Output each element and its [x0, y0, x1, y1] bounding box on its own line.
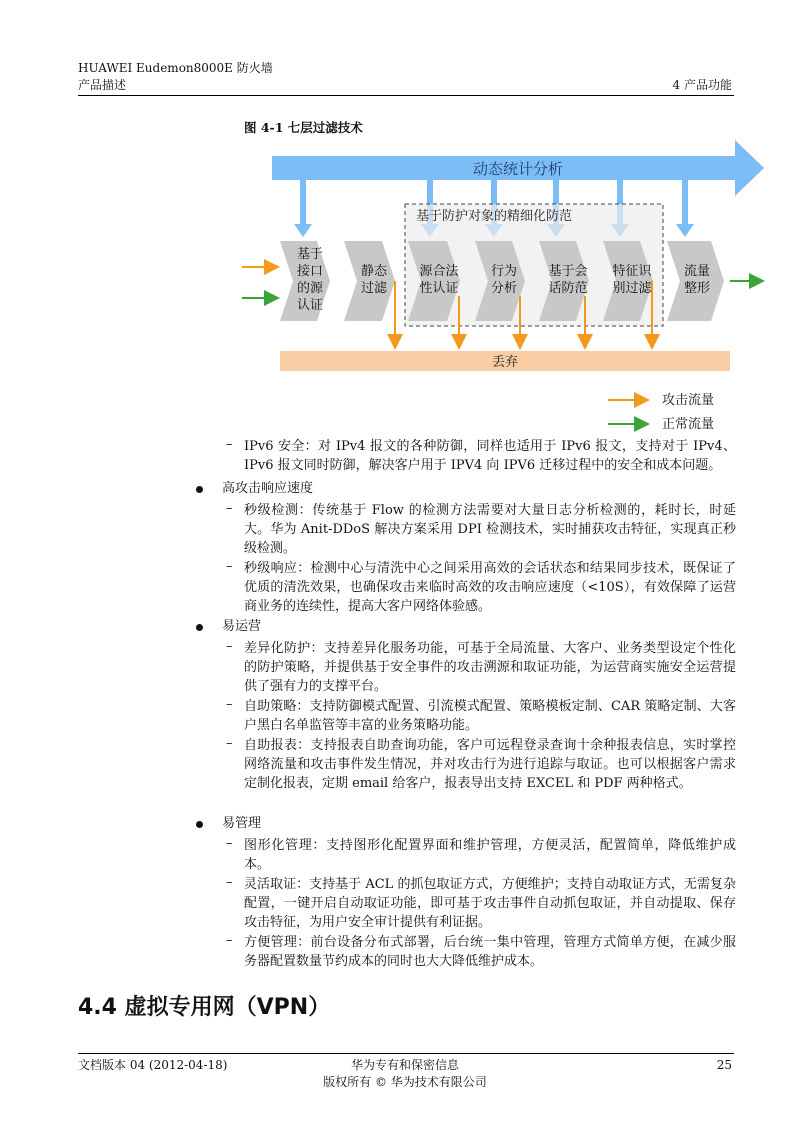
stage-1-line-3: 的源 — [296, 281, 324, 296]
item-graphical-management: 图形化管理：支持图形化配置界面和维护管理，方便灵活，配置简单，降低维护成本。 — [244, 838, 736, 872]
stage-5-line-2: 话防范 — [548, 281, 588, 296]
footer-copyright: 版权所有 © 华为技术有限公司 — [323, 1075, 487, 1089]
dash-marker: – — [226, 501, 233, 516]
item-differentiated-defense: 差异化防护：支持差异化服务功能，可基于全局流量、大客户、业务类型设定个性化的防护策略，并提供基于安全事件的攻击溯源和取证功能，为运营商实施安全运营提供了强有力的支撑平台。 — [244, 641, 736, 694]
item-flexible-evidence: 灵活取证：支持基于 ACL 的抓包取证方式，方便维护；支持自动取证方式，无需复杂配置，一键开启自动取证功能，即可基于攻击事件自动抓包取证，并自动提取、保存攻击特征，为用户安全审计提供有利证据。 — [244, 877, 736, 930]
dash-marker: – — [226, 933, 233, 948]
stage-4-line-2: 分析 — [490, 281, 518, 296]
group-title-management: 易管理 — [222, 816, 262, 831]
stage-2-line-1: 静态 — [360, 264, 388, 279]
item-second-response: 秒级响应：检测中心与清洗中心之间采用高效的会话状态和结果同步技术，既保证了优质的清洗效果，也确保攻击来临时高效的攻击响应速度（<10S），有效保障了运营商业务的连续性，提高大客户网络体验感。 — [244, 561, 736, 614]
item-second-detection: 秒级检测：传统基于 Flow 的检测方法需要对大量日志分析检测的，耗时长，时延大。华为 Anit-DDoS 解决方案采用 DPI 检测技术，实时捕获攻击特征，实现真正秒级检测。 — [244, 503, 736, 556]
dash-marker: – — [226, 736, 233, 751]
footer-version: 文档版本 04 (2012-04-18) — [78, 1058, 228, 1072]
stage-6-line-2: 别过滤 — [612, 281, 652, 296]
legend-normal-label: 正常流量 — [662, 417, 715, 432]
item-self-service-report: 自助报表：支持报表自助查询功能，客户可远程登录查询十余种报表信息，实时掌控网络流量和攻击事件发生情况，并对攻击行为进行追踪与取证。也可以根据客户需求定制化报表，定期 email 给客户，报表导出支持 EXCEL 和 PDF 两种格式。 — [244, 738, 736, 791]
item-self-service-policy: 自助策略：支持防御模式配置、引流模式配置、策略模板定制、CAR 策略定制、大客户黑白名单监管等丰富的业务策略功能。 — [244, 699, 736, 733]
stage-5-line-1: 基于会 — [548, 264, 588, 279]
stage-3-line-1: 源合法 — [419, 264, 459, 279]
stage-3-line-2: 性认证 — [419, 281, 459, 296]
header-rule — [78, 95, 734, 96]
stage-1-line-4: 认证 — [296, 298, 324, 313]
group-title-response: 高攻击响应速度 — [222, 481, 314, 496]
header-product: HUAWEI Eudemon8000E 防火墙 — [78, 61, 273, 75]
footer-rule — [78, 1053, 734, 1054]
item-convenient-management: 方便管理：前台设备分布式部署，后台统一集中管理，管理方式简单方便，在减少服务器配置数量节约成本的同时也大大降低维护成本。 — [244, 935, 736, 969]
discard-label: 丢弃 — [491, 355, 519, 370]
dash-marker: – — [226, 437, 233, 452]
stage-2-line-2: 过滤 — [360, 281, 388, 296]
page-number: 25 — [716, 1058, 732, 1072]
dash-marker: – — [226, 639, 233, 654]
dash-marker: – — [226, 697, 233, 712]
dash-marker: – — [226, 836, 233, 851]
bullet-dot — [196, 821, 203, 828]
analysis-arrow-label: 动态统计分析 — [472, 160, 564, 178]
figure-caption: 图 4-1 七层过滤技术 — [244, 120, 363, 135]
ipv6-security-item: IPv6 安全：对 IPv4 报文的各种防御，同样也适用于 IPv6 报文，支持对于 IPv4、IPv6 报文同时防御，解决客户用于 IPV4 向 IPV6 迁移过程中的安全和成本问题。 — [244, 439, 736, 473]
stage-1-line-2: 接口 — [296, 264, 324, 279]
header-doc-type: 产品描述 — [78, 78, 127, 92]
stage-1-line-1: 基于 — [296, 247, 324, 262]
stage-7-line-1: 流量 — [683, 264, 711, 279]
bullet-dot — [196, 486, 203, 493]
fine-grained-defense-title: 基于防护对象的精细化防范 — [415, 209, 573, 224]
legend-attack-label: 攻击流量 — [662, 393, 715, 408]
dash-marker: – — [226, 875, 233, 890]
bullet-dot — [196, 624, 203, 631]
seven-layer-filter-diagram — [230, 136, 770, 436]
section-heading: 4.4 虚拟专用网（VPN） — [78, 995, 331, 1020]
stage-6-line-1: 特征识 — [612, 264, 652, 279]
stage-7-line-2: 整形 — [683, 281, 711, 296]
group-title-operation: 易运营 — [222, 619, 262, 634]
footer-confidential: 华为专有和保密信息 — [350, 1058, 459, 1072]
stage-4-line-1: 行为 — [490, 264, 518, 279]
header-chapter: 4 产品功能 — [672, 78, 732, 92]
dash-marker: – — [226, 559, 233, 574]
